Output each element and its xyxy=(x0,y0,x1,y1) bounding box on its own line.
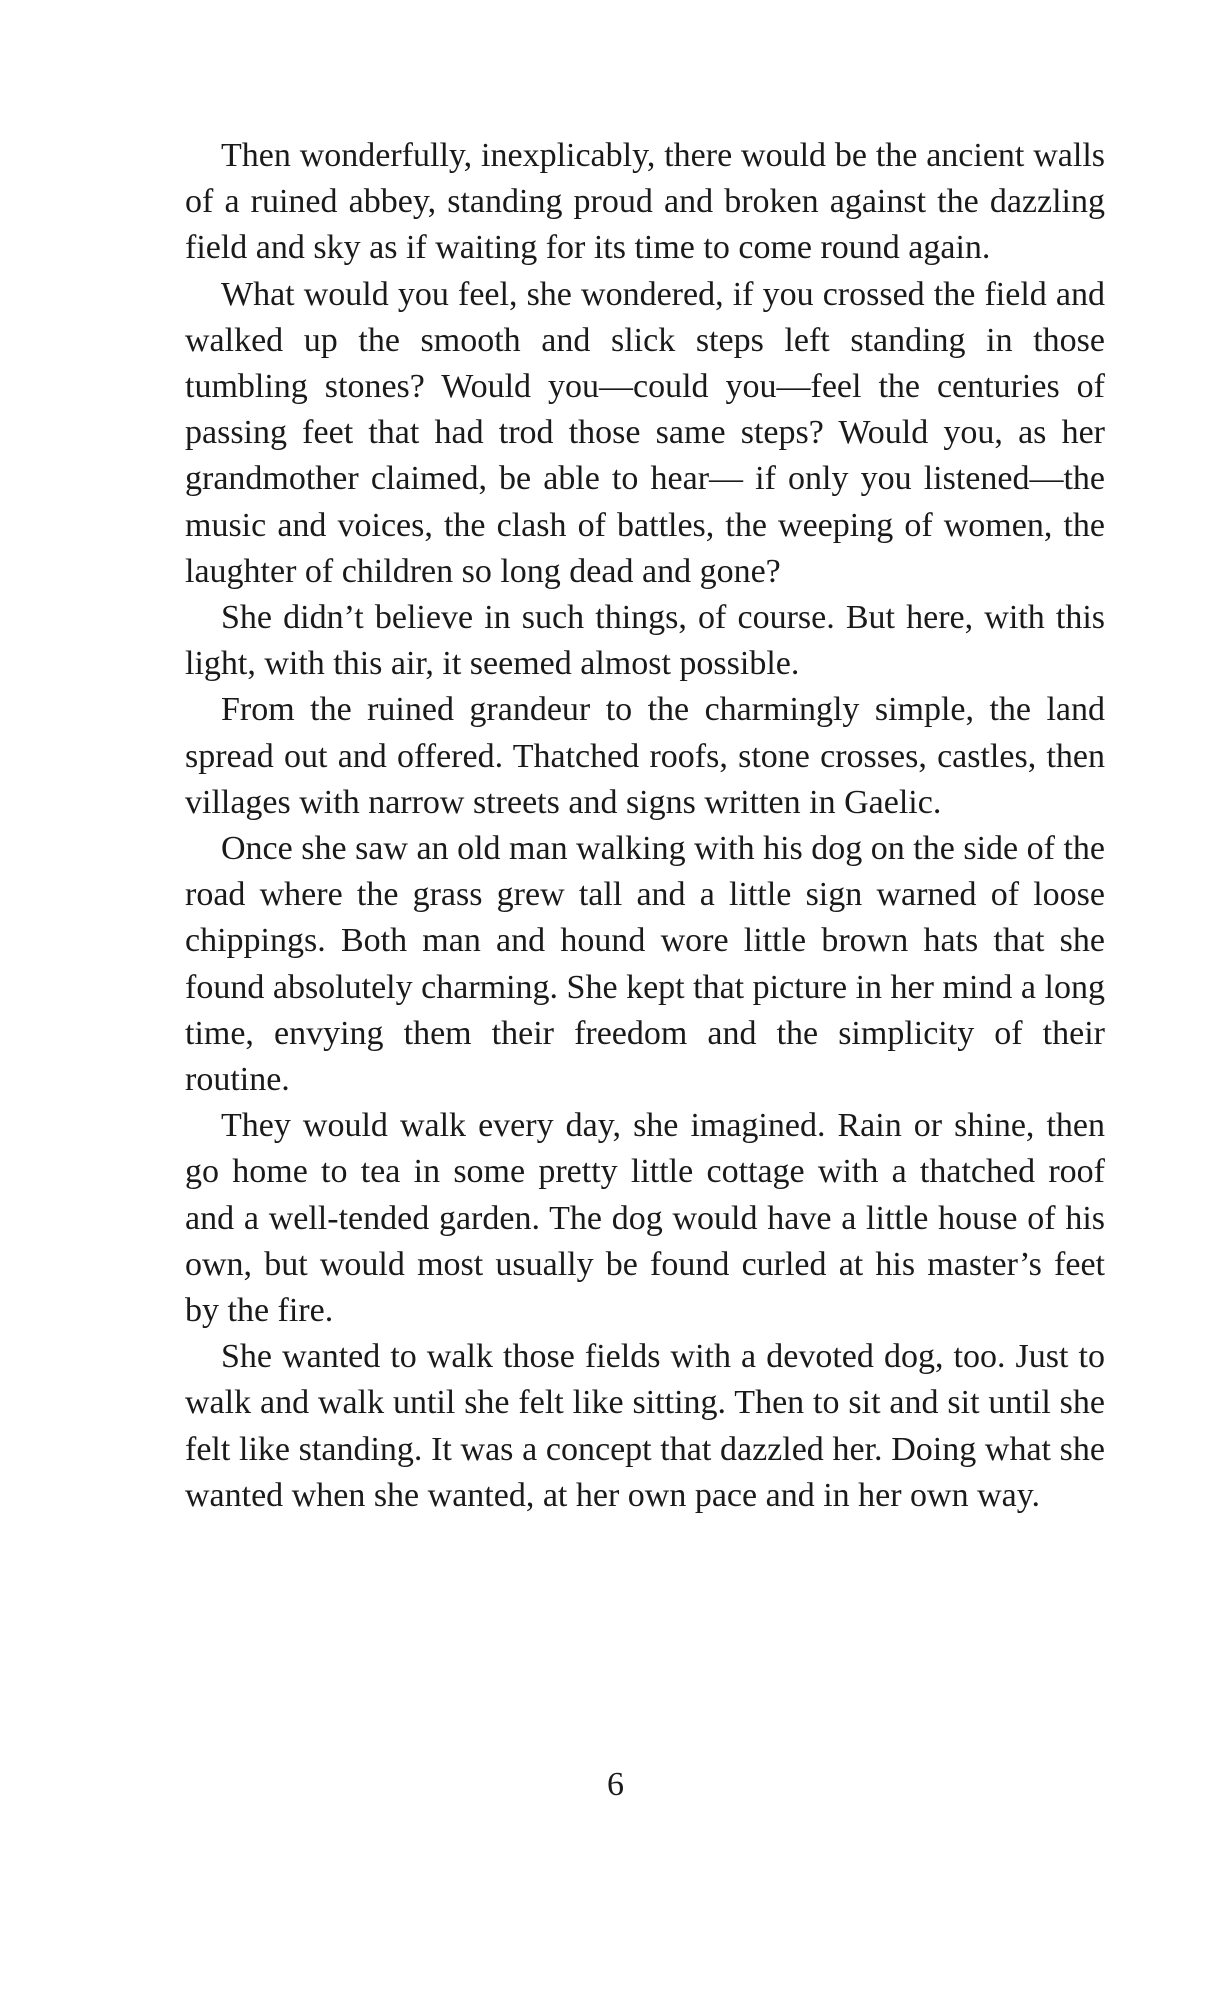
paragraph-6: They would walk every day, she imagined. Rain or shine, then go home to tea in some pretty little cottage with a thatched roof and a well-tended garden. The dog would have a little house of his own, but would most usually be found curled at his master’s feet by the fire. xyxy=(185,1107,1105,1330)
page-number: 6 xyxy=(607,1766,624,1803)
paragraph-7: She wanted to walk those fields with a devoted dog, too. Just to walk and walk until she felt like sitting. Then to sit and sit until she felt like standing. It was a concept that dazzled her. Doing what she wanted when she wanted, at her own pace and in her own way. xyxy=(185,1338,1105,1514)
paragraph-4: From the ruined grandeur to the charmingly simple, the land spread out and offered. Thatched roofs, stone crosses, castles, then villages with narrow streets and signs written in Gaelic. xyxy=(185,691,1105,821)
paragraph-1: Then wonderfully, inexplicably, there would be the ancient walls of a ruined abbey, standing proud and broken against the dazzling field and sky as if waiting for its time to come round again. xyxy=(185,137,1105,267)
body-text xyxy=(185,133,1105,1519)
paragraph-2: What would you feel, she wondered, if you crossed the field and walked up the smooth and slick steps left standing in those tumbling stones? Would you—could you—feel the centuries of passing feet that had trod those same steps? Would you, as her grandmother claimed, be able to hear— if only you listened—the music and voices, the clash of battles, the weeping of women, the laughter of children so long dead and gone? xyxy=(185,275,1105,590)
paragraph-3: She didn’t believe in such things, of course. But here, with this light, with this air, it seemed almost possible. xyxy=(185,599,1105,683)
paragraph-5: Once she saw an old man walking with his dog on the side of the road where the grass grew tall and a little sign warned of loose chippings. Both man and hound wore little brown hats that she found absolutely charming. She kept that picture in her mind a long time, envying them their freedom and the simplicity of their routine. xyxy=(185,830,1105,1099)
